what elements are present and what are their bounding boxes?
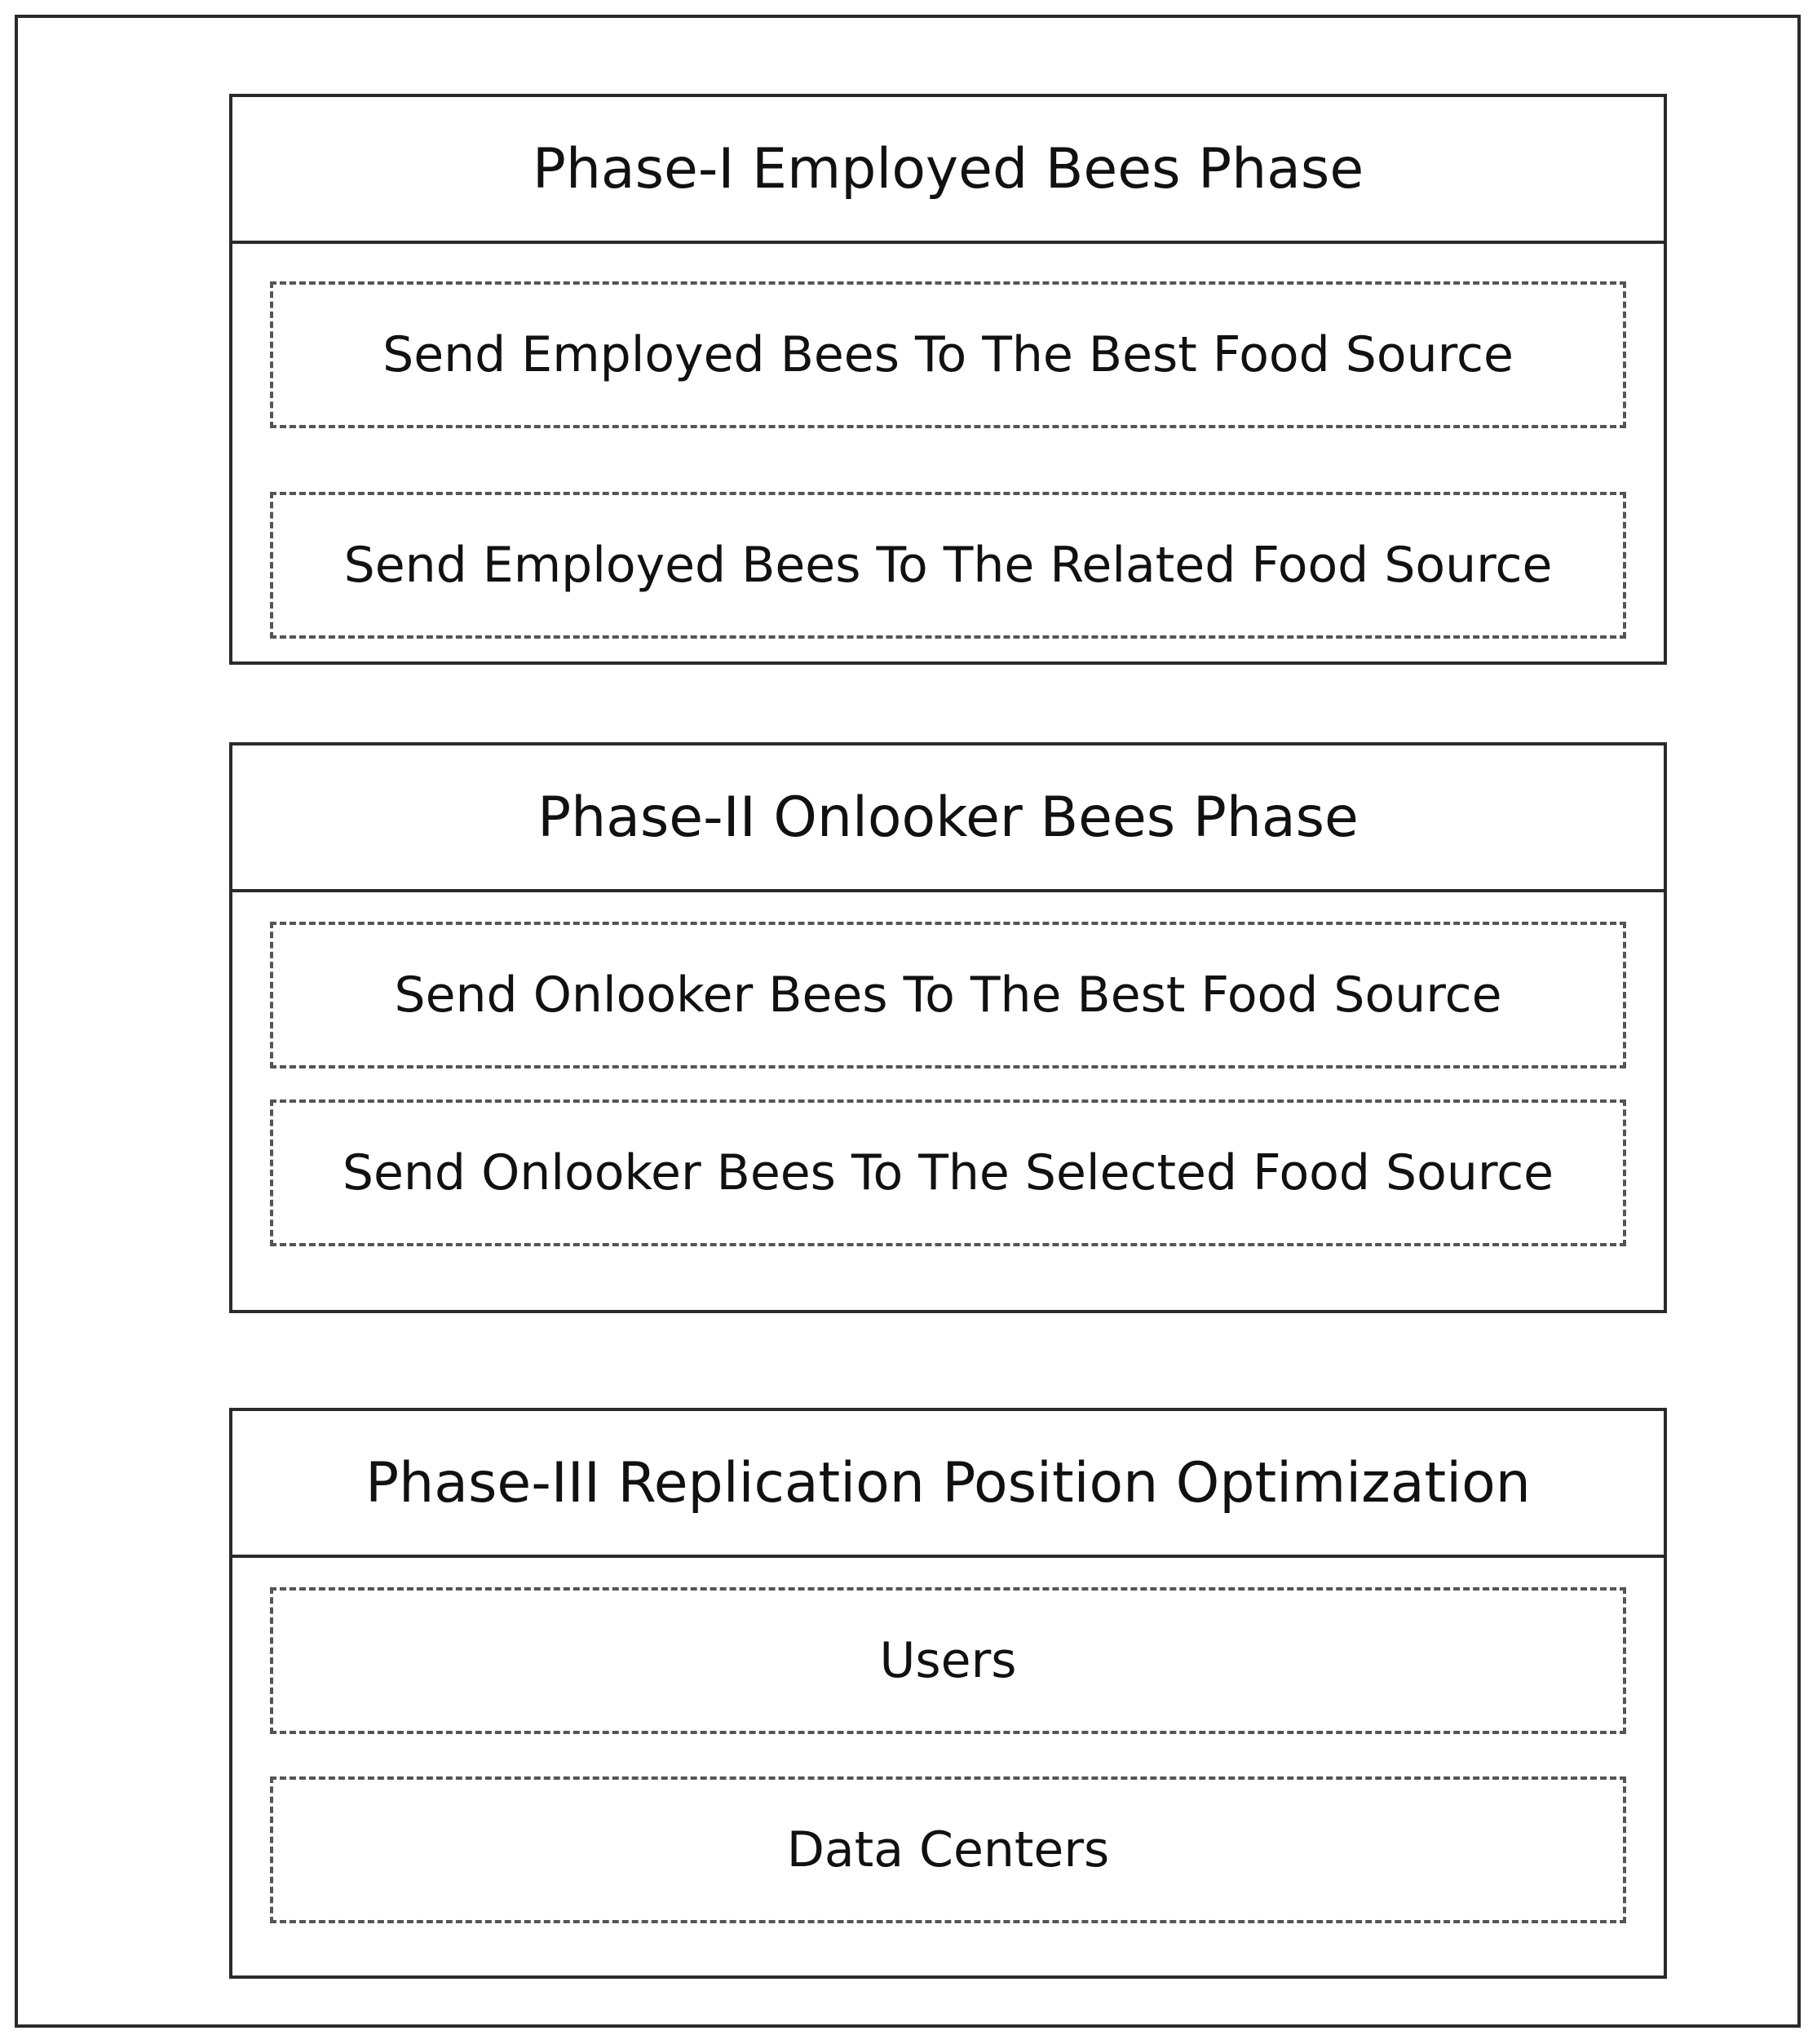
phase-3-step-data-centers: Data Centers [270,1776,1626,1923]
phase-3-box [229,1408,1667,1979]
phase-2-step-1: Send Onlooker Bees To The Best Food Source [270,922,1626,1068]
phase-3-title: Phase-III Replication Position Optimization [232,1411,1664,1558]
phase-2-box [229,742,1667,1313]
phase-1-step-2: Send Employed Bees To The Related Food Source [270,492,1626,639]
phase-1-title: Phase-I Employed Bees Phase [232,97,1664,244]
phase-1-step-1: Send Employed Bees To The Best Food Source [270,281,1626,428]
phase-2-title: Phase-II Onlooker Bees Phase [232,745,1664,892]
phase-2-step-2: Send Onlooker Bees To The Selected Food Source [270,1099,1626,1246]
phase-3-step-users: Users [270,1587,1626,1734]
diagram-frame [15,15,1801,2028]
phase-1-box [229,94,1667,665]
